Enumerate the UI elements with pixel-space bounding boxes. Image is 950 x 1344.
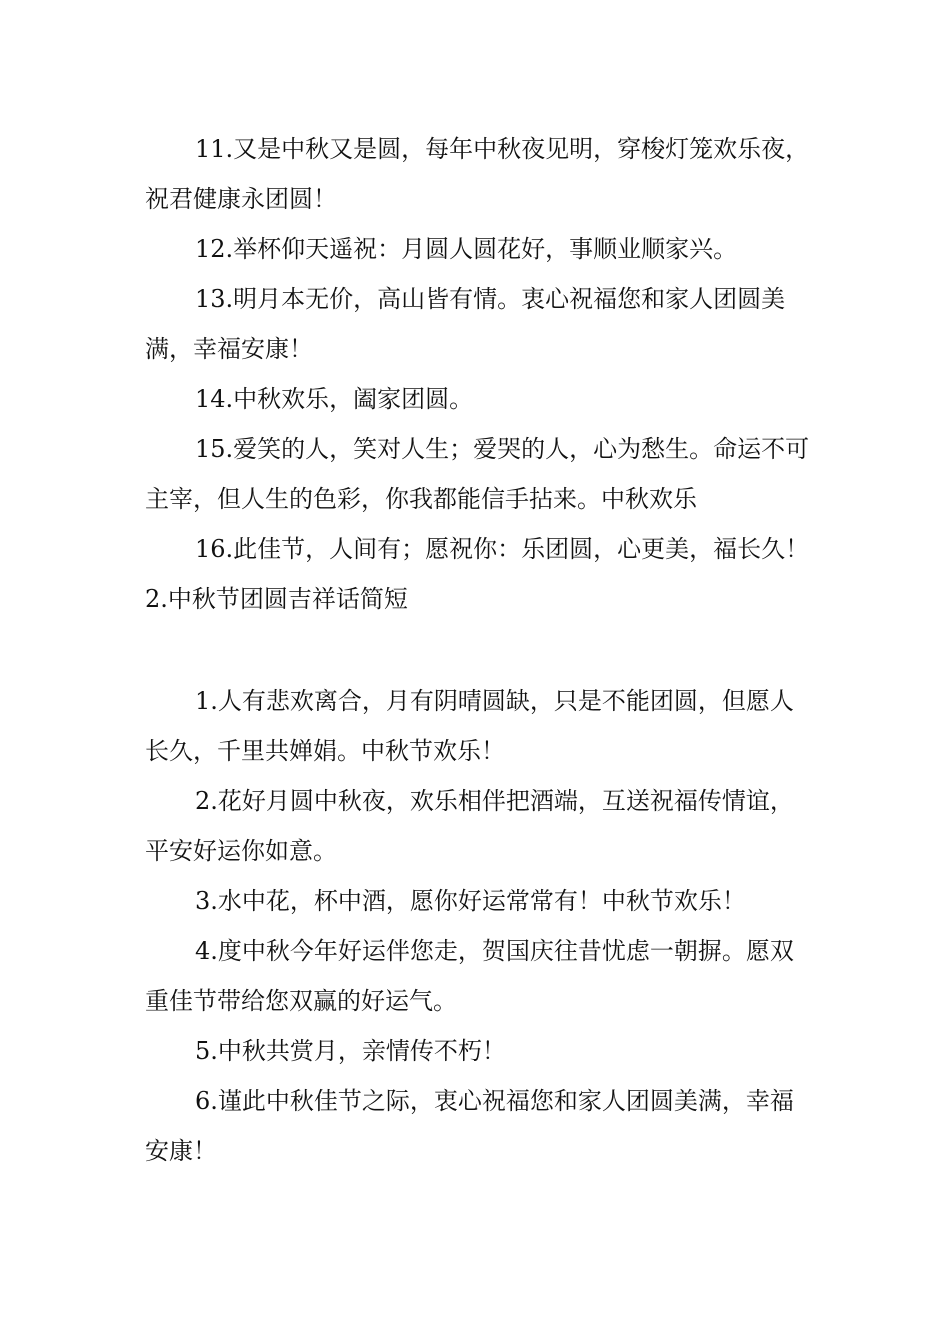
blessing-item-1: 1.人有悲欢离合，月有阴晴圆缺，只是不能团圆，但愿人长久，千里共婵娟。中秋节欢乐！ [145,687,794,765]
section-2-list [145,676,810,1176]
section-1-list [145,124,810,574]
blessing-item-12: 12.举杯仰天遥祝：月圆人圆花好，事顺业顺家兴。 [195,235,738,263]
blessing-item-13: 13.明月本无价，高山皆有情。衷心祝福您和家人团圆美满，幸福安康！ [145,285,786,363]
blessing-item-15: 15.爱笑的人，笑对人生；爱哭的人，心为愁生。命运不可主宰，但人生的色彩，你我都能信手拈来。中秋欢乐 [145,435,810,513]
section-2-heading: 2.中秋节团圆吉祥话简短 [145,585,408,613]
blessing-item-6: 6.谨此中秋佳节之际，衷心祝福您和家人团圆美满，幸福安康！ [145,1087,794,1165]
blessing-item-4: 4.度中秋今年好运伴您走，贺国庆往昔忧虑一朝摒。愿双重佳节带给您双赢的好运气。 [145,937,794,1015]
blessing-item-14: 14.中秋欢乐，阖家团圆。 [195,385,474,413]
blessing-item-16: 16.此佳节，人间有；愿祝你：乐团圆，心更美，福长久！ [195,535,810,563]
spacer [145,624,810,676]
blessing-item-11: 11.又是中秋又是圆，每年中秋夜见明，穿梭灯笼欢乐夜，祝君健康永团圆！ [145,135,810,213]
blessing-item-5: 5.中秋共赏月，亲情传不朽！ [195,1037,506,1065]
blessing-item-3: 3.水中花，杯中酒，愿你好运常常有！中秋节欢乐！ [195,887,746,915]
blessing-item-2: 2.花好月圆中秋夜，欢乐相伴把酒端，互送祝福传情谊，平安好运你如意。 [145,787,794,865]
